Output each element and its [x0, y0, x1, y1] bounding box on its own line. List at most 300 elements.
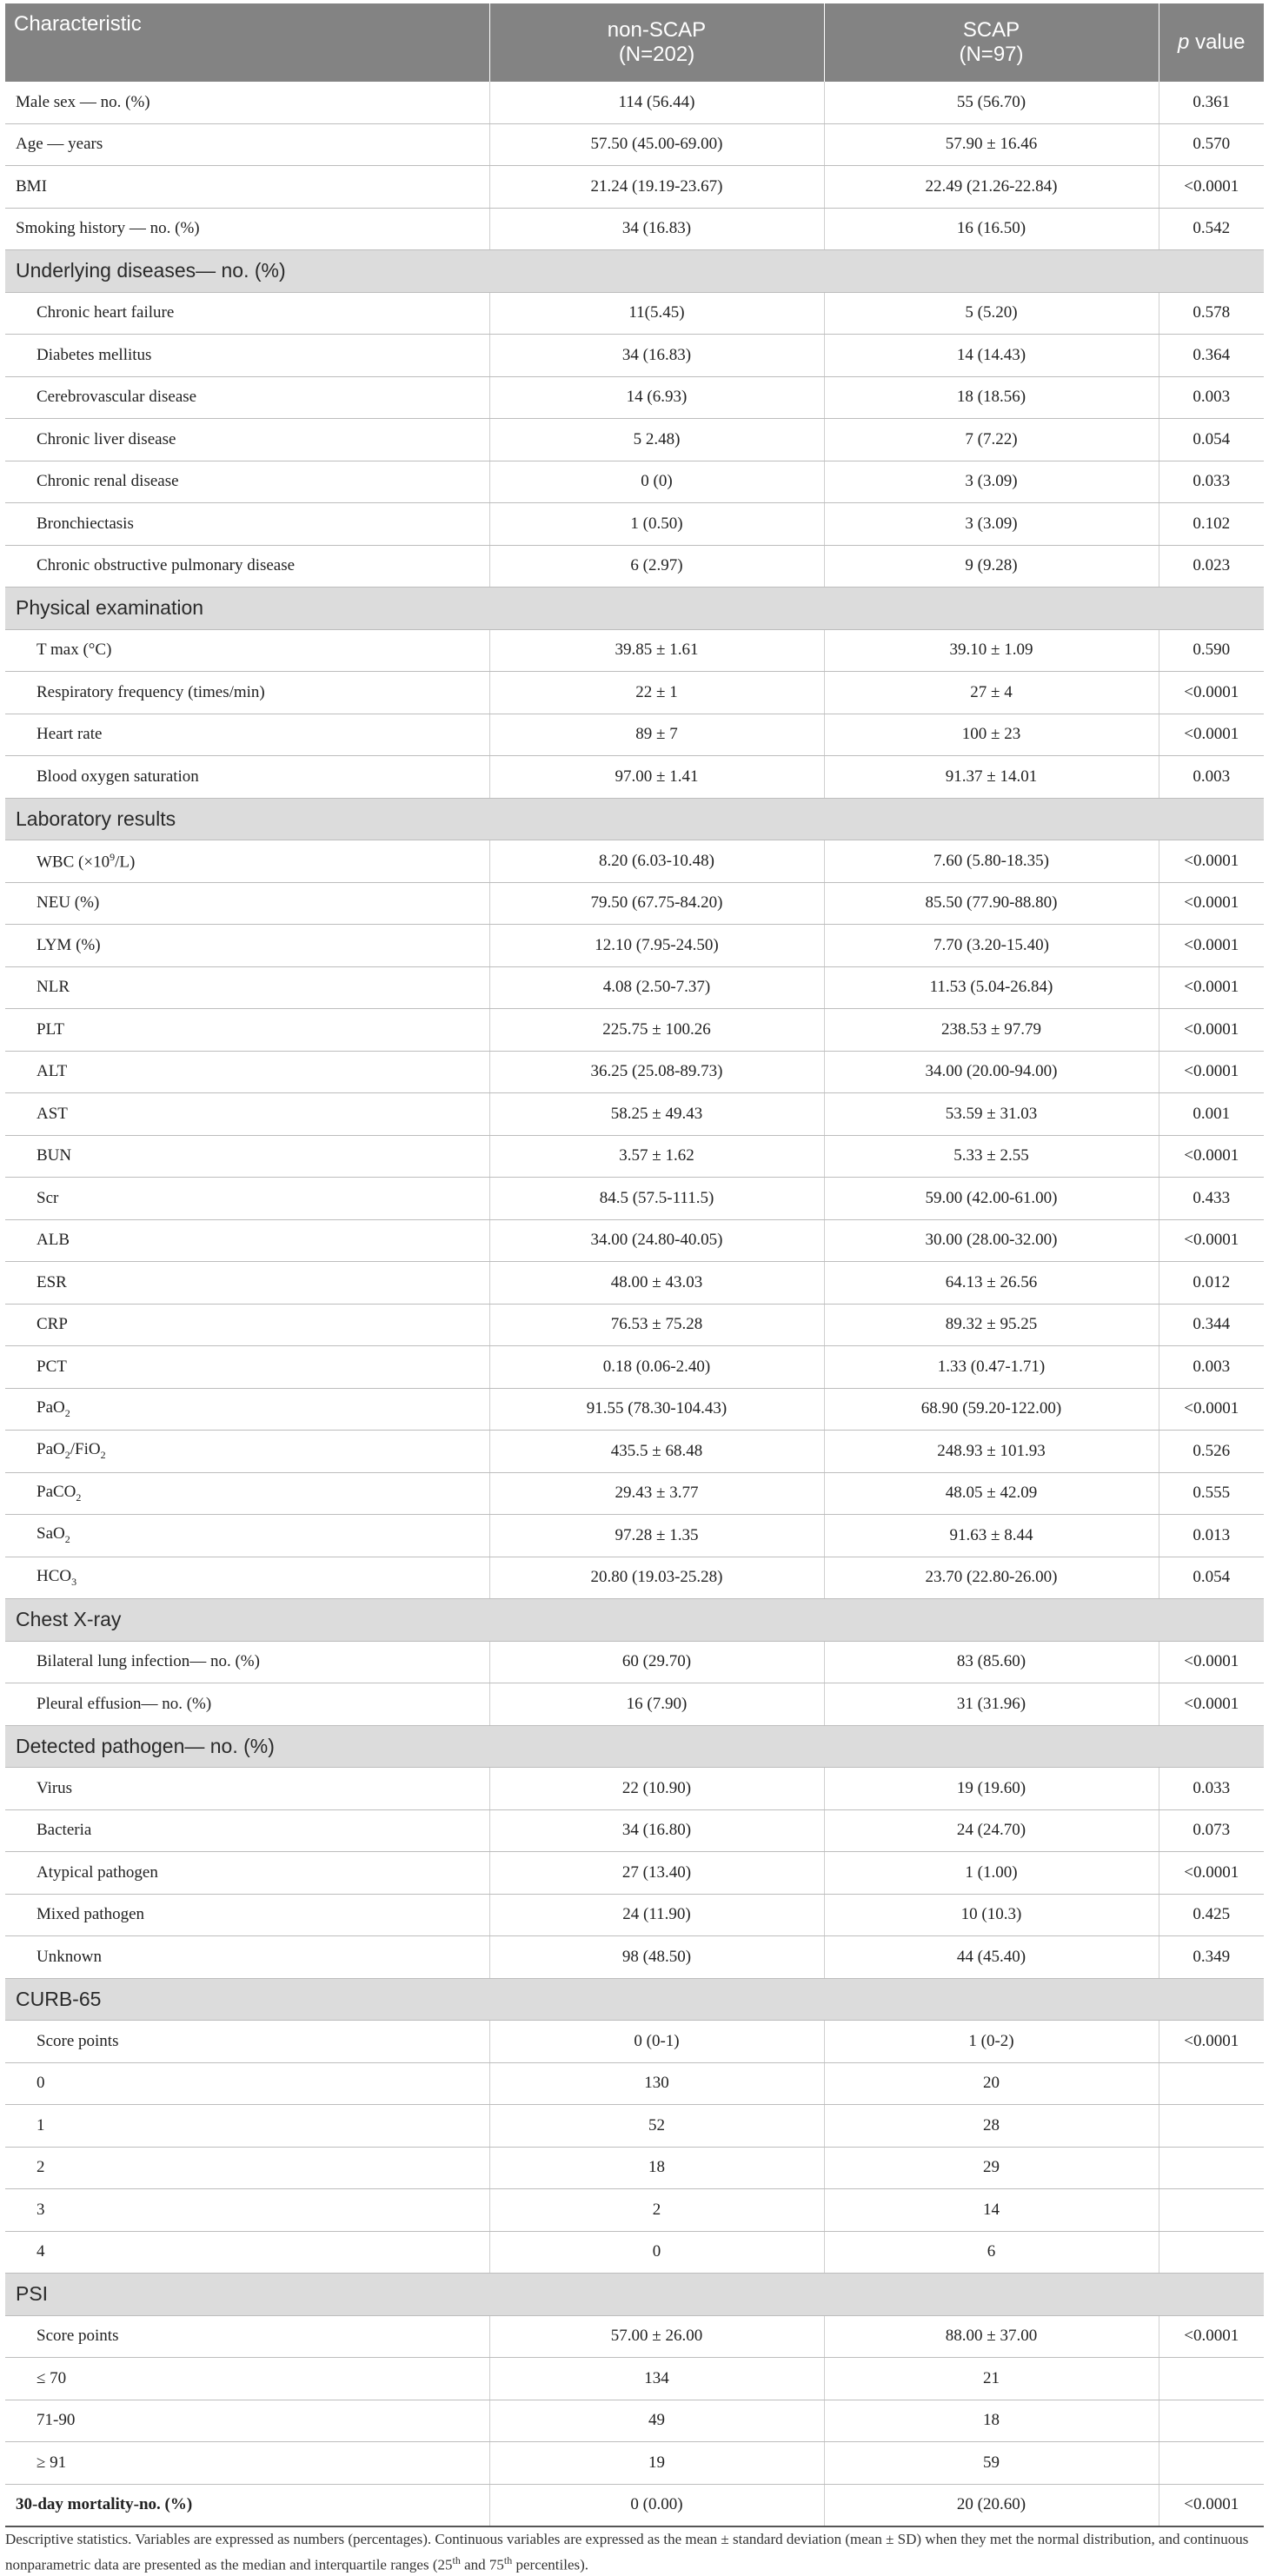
scap-value: 238.53 ± 97.79: [824, 1009, 1159, 1052]
nonscap-value: 34 (16.83): [489, 335, 824, 377]
table-row: [5, 1557, 1264, 1599]
row-label: [5, 1557, 489, 1599]
scap-value: 59.00 (42.00-61.00): [824, 1178, 1159, 1220]
p-value: 0.361: [1159, 82, 1264, 123]
label-sup: 9: [110, 850, 116, 863]
table-row: [5, 2021, 1264, 2063]
scap-value: 57.90 ± 16.46: [824, 123, 1159, 166]
scap-value: 85.50 (77.90-88.80): [824, 882, 1159, 925]
scap-value: 14: [824, 2189, 1159, 2232]
section-row: [5, 250, 1264, 293]
scap-value: 7.60 (5.80-18.35): [824, 840, 1159, 883]
table-row: [5, 1219, 1264, 1262]
header-p-rest: value: [1189, 30, 1246, 54]
nonscap-value: 34 (16.80): [489, 1809, 824, 1852]
table-row: [5, 2105, 1264, 2148]
nonscap-value: 0: [489, 2231, 824, 2274]
scap-value: 7.70 (3.20-15.40): [824, 925, 1159, 967]
row-label: 0: [5, 2062, 489, 2105]
table-row: [5, 1431, 1264, 1473]
table-row: [5, 756, 1264, 799]
section-row: [5, 1725, 1264, 1768]
header-row: [5, 3, 1264, 82]
row-label: ≥ 91: [5, 2442, 489, 2485]
p-value: <0.0001: [1159, 1135, 1264, 1178]
label-part: WBC (×10: [37, 852, 110, 871]
nonscap-value: 76.53 ± 75.28: [489, 1304, 824, 1346]
row-label: [5, 840, 489, 883]
p-value: [1159, 2147, 1264, 2189]
row-label: Bacteria: [5, 1809, 489, 1852]
row-label: 1: [5, 2105, 489, 2148]
footnote-text: Descriptive statistics. Variables are expressed as numbers (percentages). Continuous variables are expressed as the mean ± standard deviation (mean ± SD) when they met the normal distribution, and continuous nonparametric data are presented as the median and interquartile ranges (25: [5, 2531, 1249, 2573]
table-row: [5, 1388, 1264, 1431]
row-label: Bilateral lung infection— no. (%): [5, 1641, 489, 1683]
scap-value: 53.59 ± 31.03: [824, 1093, 1159, 1136]
header-characteristic: Characteristic: [5, 3, 489, 82]
table-row: [5, 1178, 1264, 1220]
p-value: [1159, 2442, 1264, 2485]
nonscap-value: 19: [489, 2442, 824, 2485]
row-label: Score points: [5, 2021, 489, 2063]
row-label: Pleural effusion— no. (%): [5, 1683, 489, 1726]
table-row: [5, 2147, 1264, 2189]
scap-value: 27 ± 4: [824, 672, 1159, 714]
table-row: [5, 2231, 1264, 2274]
scap-value: 59: [824, 2442, 1159, 2485]
section-curb-65: CURB-65: [5, 1978, 1264, 2021]
nonscap-value: 98 (48.50): [489, 1936, 824, 1979]
row-label: 71-90: [5, 2400, 489, 2442]
table-row: [5, 1304, 1264, 1346]
nonscap-value: 16 (7.90): [489, 1683, 824, 1726]
nonscap-value: 225.75 ± 100.26: [489, 1009, 824, 1052]
nonscap-value: 11(5.45): [489, 292, 824, 335]
scap-value: 89.32 ± 95.25: [824, 1304, 1159, 1346]
row-label: Heart rate: [5, 714, 489, 756]
table-row: [5, 1009, 1264, 1052]
row-label: BMI: [5, 166, 489, 209]
label-part: PaCO: [37, 1482, 76, 1501]
nonscap-value: 36.25 (25.08-89.73): [489, 1051, 824, 1093]
nonscap-value: 24 (11.90): [489, 1894, 824, 1936]
scap-value: 19 (19.60): [824, 1768, 1159, 1810]
row-label: AST: [5, 1093, 489, 1136]
p-value: <0.0001: [1159, 2021, 1264, 2063]
row-label: Score points: [5, 2315, 489, 2358]
nonscap-value: 4.08 (2.50-7.37): [489, 966, 824, 1009]
p-value: 0.542: [1159, 208, 1264, 250]
table-row: [5, 714, 1264, 756]
p-value: 0.433: [1159, 1178, 1264, 1220]
table-row: [5, 2358, 1264, 2400]
nonscap-value: 97.28 ± 1.35: [489, 1515, 824, 1557]
nonscap-value: 39.85 ± 1.61: [489, 629, 824, 672]
section-psi: PSI: [5, 2274, 1264, 2316]
p-value: 0.102: [1159, 503, 1264, 546]
scap-value: 5 (5.20): [824, 292, 1159, 335]
p-value: 0.023: [1159, 545, 1264, 588]
p-value: <0.0001: [1159, 672, 1264, 714]
p-value: [1159, 2189, 1264, 2232]
table-row: [5, 1852, 1264, 1895]
p-value: <0.0001: [1159, 1009, 1264, 1052]
scap-value: 91.63 ± 8.44: [824, 1515, 1159, 1557]
nonscap-value: 12.10 (7.95-24.50): [489, 925, 824, 967]
table-row: [5, 2400, 1264, 2442]
nonscap-value: 1 (0.50): [489, 503, 824, 546]
scap-value: 22.49 (21.26-22.84): [824, 166, 1159, 209]
table-row: [5, 672, 1264, 714]
row-label: Bronchiectasis: [5, 503, 489, 546]
nonscap-value: 21.24 (19.19-23.67): [489, 166, 824, 209]
p-value: <0.0001: [1159, 1852, 1264, 1895]
header-p-value: [1159, 3, 1264, 82]
scap-value: 6: [824, 2231, 1159, 2274]
footnote-text: and 75: [460, 2556, 504, 2573]
scap-value: 34.00 (20.00-94.00): [824, 1051, 1159, 1093]
row-label: Chronic renal disease: [5, 461, 489, 503]
row-label: Scr: [5, 1178, 489, 1220]
table-row: [5, 166, 1264, 209]
table-row: [5, 1768, 1264, 1810]
row-label: Male sex — no. (%): [5, 82, 489, 123]
nonscap-value: 57.00 ± 26.00: [489, 2315, 824, 2358]
p-value: 0.054: [1159, 419, 1264, 461]
nonscap-value: 22 ± 1: [489, 672, 824, 714]
row-label: PCT: [5, 1346, 489, 1389]
scap-value: 1.33 (0.47-1.71): [824, 1346, 1159, 1389]
scap-value: 31 (31.96): [824, 1683, 1159, 1726]
header-nonscap: [489, 3, 824, 82]
nonscap-value: 52: [489, 2105, 824, 2148]
p-value: <0.0001: [1159, 1683, 1264, 1726]
table-row: [5, 2484, 1264, 2526]
label-part: PaO: [37, 1440, 65, 1459]
header-nonscap-n: (N=202): [618, 43, 695, 66]
scap-value: 100 ± 23: [824, 714, 1159, 756]
row-label: Age — years: [5, 123, 489, 166]
p-value: <0.0001: [1159, 166, 1264, 209]
table-row: [5, 1894, 1264, 1936]
p-value: 0.364: [1159, 335, 1264, 377]
nonscap-value: 60 (29.70): [489, 1641, 824, 1683]
nonscap-value: 49: [489, 2400, 824, 2442]
p-value: 0.570: [1159, 123, 1264, 166]
table-row: [5, 1683, 1264, 1726]
table-row: [5, 1515, 1264, 1557]
row-label: ESR: [5, 1262, 489, 1305]
p-value: 0.425: [1159, 1894, 1264, 1936]
p-value: 0.033: [1159, 461, 1264, 503]
scap-value: 28: [824, 2105, 1159, 2148]
scap-value: 1 (0-2): [824, 2021, 1159, 2063]
nonscap-value: 89 ± 7: [489, 714, 824, 756]
nonscap-value: 130: [489, 2062, 824, 2105]
label-sub: 2: [64, 1533, 70, 1546]
p-value: <0.0001: [1159, 1051, 1264, 1093]
nonscap-value: 58.25 ± 49.43: [489, 1093, 824, 1136]
nonscap-value: 48.00 ± 43.03: [489, 1262, 824, 1305]
table-row: [5, 1936, 1264, 1979]
table-row: [5, 1262, 1264, 1305]
row-label: Atypical pathogen: [5, 1852, 489, 1895]
table-row: [5, 376, 1264, 419]
p-value: 0.073: [1159, 1809, 1264, 1852]
nonscap-value: 14 (6.93): [489, 376, 824, 419]
nonscap-value: 97.00 ± 1.41: [489, 756, 824, 799]
row-label: [5, 1388, 489, 1431]
p-value: [1159, 2400, 1264, 2442]
nonscap-value: 22 (10.90): [489, 1768, 824, 1810]
p-value: <0.0001: [1159, 966, 1264, 1009]
row-label: ≤ 70: [5, 2358, 489, 2400]
nonscap-value: 0 (0.00): [489, 2484, 824, 2526]
scap-value: 16 (16.50): [824, 208, 1159, 250]
p-value: 0.003: [1159, 1346, 1264, 1389]
row-label: 4: [5, 2231, 489, 2274]
nonscap-value: 134: [489, 2358, 824, 2400]
nonscap-value: 84.5 (57.5-111.5): [489, 1178, 824, 1220]
section-row: [5, 2274, 1264, 2316]
section-laboratory-results: Laboratory results: [5, 798, 1264, 840]
nonscap-value: 79.50 (67.75-84.20): [489, 882, 824, 925]
label-part: /L): [115, 852, 136, 871]
table-row: [5, 461, 1264, 503]
p-value: 0.555: [1159, 1472, 1264, 1515]
p-value: 0.003: [1159, 376, 1264, 419]
characteristics-table: [5, 3, 1264, 2527]
header-nonscap-name: non-SCAP: [607, 18, 707, 42]
section-row: [5, 1599, 1264, 1642]
row-label: Chronic liver disease: [5, 419, 489, 461]
row-label: Mixed pathogen: [5, 1894, 489, 1936]
scap-value: 68.90 (59.20-122.00): [824, 1388, 1159, 1431]
row-label: Diabetes mellitus: [5, 335, 489, 377]
p-value: 0.013: [1159, 1515, 1264, 1557]
table-row: [5, 419, 1264, 461]
label-part: /FiO: [70, 1440, 101, 1459]
row-label: Blood oxygen saturation: [5, 756, 489, 799]
p-value: 0.003: [1159, 756, 1264, 799]
table-row: [5, 123, 1264, 166]
scap-value: 64.13 ± 26.56: [824, 1262, 1159, 1305]
nonscap-value: 18: [489, 2147, 824, 2189]
scap-value: 3 (3.09): [824, 461, 1159, 503]
table-row: [5, 882, 1264, 925]
table-footnote: [5, 2529, 1264, 2576]
row-label: Virus: [5, 1768, 489, 1810]
nonscap-value: 2: [489, 2189, 824, 2232]
scap-value: 24 (24.70): [824, 1809, 1159, 1852]
table-row: [5, 335, 1264, 377]
label-part: SaO: [37, 1524, 65, 1544]
p-value: 0.001: [1159, 1093, 1264, 1136]
scap-value: 3 (3.09): [824, 503, 1159, 546]
row-label: [5, 1472, 489, 1515]
footnote-sup: th: [452, 2554, 461, 2566]
scap-value: 29: [824, 2147, 1159, 2189]
scap-value: 20 (20.60): [824, 2484, 1159, 2526]
scap-value: 88.00 ± 37.00: [824, 2315, 1159, 2358]
nonscap-value: 34 (16.83): [489, 208, 824, 250]
row-label: 2: [5, 2147, 489, 2189]
table-row: [5, 1093, 1264, 1136]
label-sub: 3: [71, 1575, 77, 1588]
scap-value: 21: [824, 2358, 1159, 2400]
header-scap: [824, 3, 1159, 82]
nonscap-value: 91.55 (78.30-104.43): [489, 1388, 824, 1431]
p-value: 0.590: [1159, 629, 1264, 672]
scap-value: 91.37 ± 14.01: [824, 756, 1159, 799]
scap-value: 11.53 (5.04-26.84): [824, 966, 1159, 1009]
p-value: 0.578: [1159, 292, 1264, 335]
p-value: <0.0001: [1159, 882, 1264, 925]
nonscap-value: 6 (2.97): [489, 545, 824, 588]
header-scap-n: (N=97): [959, 43, 1024, 66]
scap-value: 14 (14.43): [824, 335, 1159, 377]
p-value: <0.0001: [1159, 840, 1264, 883]
nonscap-value: 5 2.48): [489, 419, 824, 461]
p-value: 0.012: [1159, 1262, 1264, 1305]
row-label: 3: [5, 2189, 489, 2232]
p-value: [1159, 2105, 1264, 2148]
p-value: <0.0001: [1159, 1641, 1264, 1683]
label-sub: 2: [64, 1449, 70, 1462]
table-row: [5, 2189, 1264, 2232]
row-label: LYM (%): [5, 925, 489, 967]
row-label: Chronic obstructive pulmonary disease: [5, 545, 489, 588]
scap-value: 48.05 ± 42.09: [824, 1472, 1159, 1515]
row-label: BUN: [5, 1135, 489, 1178]
p-value: <0.0001: [1159, 925, 1264, 967]
nonscap-value: 0 (0-1): [489, 2021, 824, 2063]
label-sub: 2: [76, 1490, 82, 1504]
row-label: Unknown: [5, 1936, 489, 1979]
p-value: <0.0001: [1159, 1388, 1264, 1431]
table-row: [5, 1135, 1264, 1178]
label-sub: 2: [64, 1406, 70, 1419]
nonscap-value: 34.00 (24.80-40.05): [489, 1219, 824, 1262]
p-value: [1159, 2231, 1264, 2274]
section-row: [5, 588, 1264, 630]
nonscap-value: 435.5 ± 68.48: [489, 1431, 824, 1473]
row-label: [5, 1515, 489, 1557]
nonscap-value: 29.43 ± 3.77: [489, 1472, 824, 1515]
table-row: [5, 1346, 1264, 1389]
nonscap-value: 0 (0): [489, 461, 824, 503]
p-value: [1159, 2358, 1264, 2400]
p-value: <0.0001: [1159, 2484, 1264, 2526]
row-label: NEU (%): [5, 882, 489, 925]
row-label: NLR: [5, 966, 489, 1009]
row-label: ALT: [5, 1051, 489, 1093]
footnote-sup: th: [503, 2554, 513, 2566]
scap-value: 248.93 ± 101.93: [824, 1431, 1159, 1473]
section-row: [5, 798, 1264, 840]
scap-value: 55 (56.70): [824, 82, 1159, 123]
scap-value: 39.10 ± 1.09: [824, 629, 1159, 672]
table-row: [5, 1641, 1264, 1683]
table-row: [5, 629, 1264, 672]
label-part: PaO: [37, 1398, 65, 1417]
table-row: [5, 545, 1264, 588]
table-row: [5, 2315, 1264, 2358]
row-label: Cerebrovascular disease: [5, 376, 489, 419]
table-row: [5, 292, 1264, 335]
section-physical-examination: Physical examination: [5, 588, 1264, 630]
table-row: [5, 82, 1264, 123]
section-row: [5, 1978, 1264, 2021]
nonscap-value: 3.57 ± 1.62: [489, 1135, 824, 1178]
p-value: 0.526: [1159, 1431, 1264, 1473]
section-underlying-diseases: Underlying diseases— no. (%): [5, 250, 1264, 293]
scap-value: 1 (1.00): [824, 1852, 1159, 1895]
row-label: Chronic heart failure: [5, 292, 489, 335]
p-value: <0.0001: [1159, 2315, 1264, 2358]
section-chest-xray: Chest X-ray: [5, 1599, 1264, 1642]
table-row: [5, 1051, 1264, 1093]
row-label: [5, 1431, 489, 1473]
p-value: [1159, 2062, 1264, 2105]
scap-value: 10 (10.3): [824, 1894, 1159, 1936]
row-label: Respiratory frequency (times/min): [5, 672, 489, 714]
nonscap-value: 27 (13.40): [489, 1852, 824, 1895]
table-row: [5, 503, 1264, 546]
table-row: [5, 925, 1264, 967]
nonscap-value: 57.50 (45.00-69.00): [489, 123, 824, 166]
p-value: 0.349: [1159, 1936, 1264, 1979]
p-value: <0.0001: [1159, 1219, 1264, 1262]
footnote-text: percentiles).: [512, 2556, 589, 2573]
table-row: [5, 208, 1264, 250]
table-row: [5, 840, 1264, 883]
row-label: T max (°C): [5, 629, 489, 672]
p-value: 0.033: [1159, 1768, 1264, 1810]
scap-value: 7 (7.22): [824, 419, 1159, 461]
scap-value: 5.33 ± 2.55: [824, 1135, 1159, 1178]
scap-value: 83 (85.60): [824, 1641, 1159, 1683]
table-row: [5, 966, 1264, 1009]
row-label: 30-day mortality-no. (%): [5, 2484, 489, 2526]
header-p-italic: p: [1178, 30, 1190, 54]
scap-value: 9 (9.28): [824, 545, 1159, 588]
section-detected-pathogen: Detected pathogen— no. (%): [5, 1725, 1264, 1768]
scap-value: 20: [824, 2062, 1159, 2105]
table-wrapper: [5, 3, 1264, 2527]
table-row: [5, 1472, 1264, 1515]
label-part: HCO: [37, 1566, 72, 1585]
row-label: Smoking history — no. (%): [5, 208, 489, 250]
scap-value: 23.70 (22.80-26.00): [824, 1557, 1159, 1599]
label-sub: 2: [100, 1449, 106, 1462]
header-scap-name: SCAP: [962, 18, 1020, 42]
scap-value: 18 (18.56): [824, 376, 1159, 419]
table-row: [5, 2062, 1264, 2105]
scap-value: 30.00 (28.00-32.00): [824, 1219, 1159, 1262]
table-row: [5, 2442, 1264, 2485]
row-label: CRP: [5, 1304, 489, 1346]
nonscap-value: 20.80 (19.03-25.28): [489, 1557, 824, 1599]
scap-value: 18: [824, 2400, 1159, 2442]
p-value: <0.0001: [1159, 714, 1264, 756]
scap-value: 44 (45.40): [824, 1936, 1159, 1979]
p-value: 0.344: [1159, 1304, 1264, 1346]
nonscap-value: 8.20 (6.03-10.48): [489, 840, 824, 883]
row-label: ALB: [5, 1219, 489, 1262]
p-value: 0.054: [1159, 1557, 1264, 1599]
nonscap-value: 114 (56.44): [489, 82, 824, 123]
